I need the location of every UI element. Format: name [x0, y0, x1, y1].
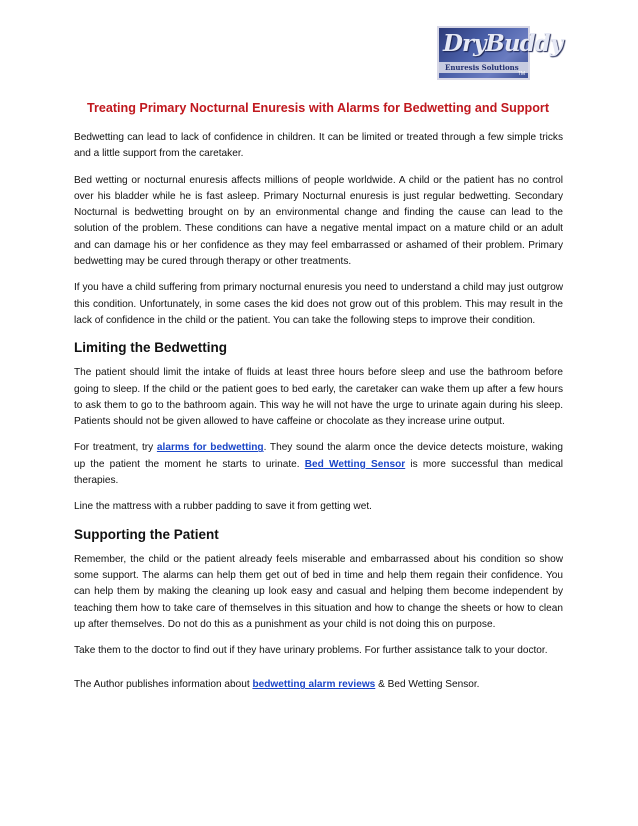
- document-body: [74, 100, 563, 704]
- bedwetting-alarm-reviews-link[interactable]: bedwetting alarm reviews: [252, 679, 376, 691]
- supporting-paragraph-2: Take them to the doctor to find out if they have urinary problems. For further assistance talk to your doctor.: [74, 645, 548, 657]
- limiting-paragraph-3: Line the mattress with a rubber padding to save it from getting wet.: [74, 501, 372, 513]
- section-heading-limiting: Limiting the Bedwetting: [74, 340, 227, 356]
- logo-tagline: Enuresis Solutions: [445, 63, 519, 72]
- limiting-paragraph-1: The patient should limit the intake of fluids at least three hours before sleep and use the bathroom before going to sleep. If the child or the patient goes to bed early, the caretaker can wake them up after a few hours to ask them to go to the bathroom again. This way he will not have the urge to urinate again during his sleep. Patients should not be given allowed to have caffeine or chocolate as they increase urine output.: [74, 367, 563, 428]
- page-title: Treating Primary Nocturnal Enuresis with Alarms for Bedwetting and Support: [86, 101, 550, 115]
- text-run: For treatment, try: [74, 442, 157, 454]
- author-footer: [74, 677, 563, 693]
- intro-paragraph-1: Bedwetting can lead to lack of confidence in children. It can be limited or treated through a few simple tricks and a little support from the caretaker.: [74, 132, 563, 160]
- supporting-paragraph-1: Remember, the child or the patient already feels miserable and embarrassed about his condition so show some support. The alarms can help them get out of bed in time and help them regain their confidence. You can help them by making the cleaning up look easy and casual and helping them become independent by teaching them how to take care of themselves in this situation and how to change the sheets or how to clean up after themselves. Do not do this as a punishment as your child is not doing this on purpose.: [74, 553, 563, 630]
- section-heading-supporting: Supporting the Patient: [74, 526, 219, 542]
- alarms-for-bedwetting-link[interactable]: alarms for bedwetting: [156, 442, 264, 454]
- spacer: [74, 669, 563, 677]
- limiting-paragraph-2: [74, 440, 563, 489]
- intro-paragraph-3: If you have a child suffering from primary nocturnal enuresis you need to understand a child may just outgrow this condition. Unfortunately, in some cases the kid does not grow out of this problem. This may result in the lack of confidence in the child or the patient. You can take the following steps to improve their condition.: [74, 282, 563, 326]
- drybuddy-logo: [437, 26, 563, 80]
- logo-trademark: TM: [517, 71, 525, 77]
- bed-wetting-sensor-link[interactable]: Bed Wetting Sensor: [304, 458, 406, 470]
- text-run: is more successful than medical therapies.: [74, 458, 563, 487]
- intro-paragraph-2: Bed wetting or nocturnal enuresis affects millions of people worldwide. A child or the patient has no control over his bladder while he is fast asleep. Primary Nocturnal enuresis is just regular bedwetting. Secondary Nocturnal is bedwetting brought on by an environmental change and finding the cause can lead to the solution of the problem. These conditions can have a negative mental impact on a mature child or an adult and can damage his or her confidence as they may feel embarrassed or ashamed of their problem. Primary bedwetting may be cured through therapy or other treatments.: [74, 174, 563, 268]
- text-run: The Author publishes information about: [74, 679, 253, 691]
- logo-brand: DryBuddy: [443, 30, 563, 57]
- text-run: . They sound the alarm once the device detects moisture, waking up the patient the moment he starts to urinate.: [74, 442, 563, 470]
- text-run: & Bed Wetting Sensor.: [375, 679, 480, 691]
